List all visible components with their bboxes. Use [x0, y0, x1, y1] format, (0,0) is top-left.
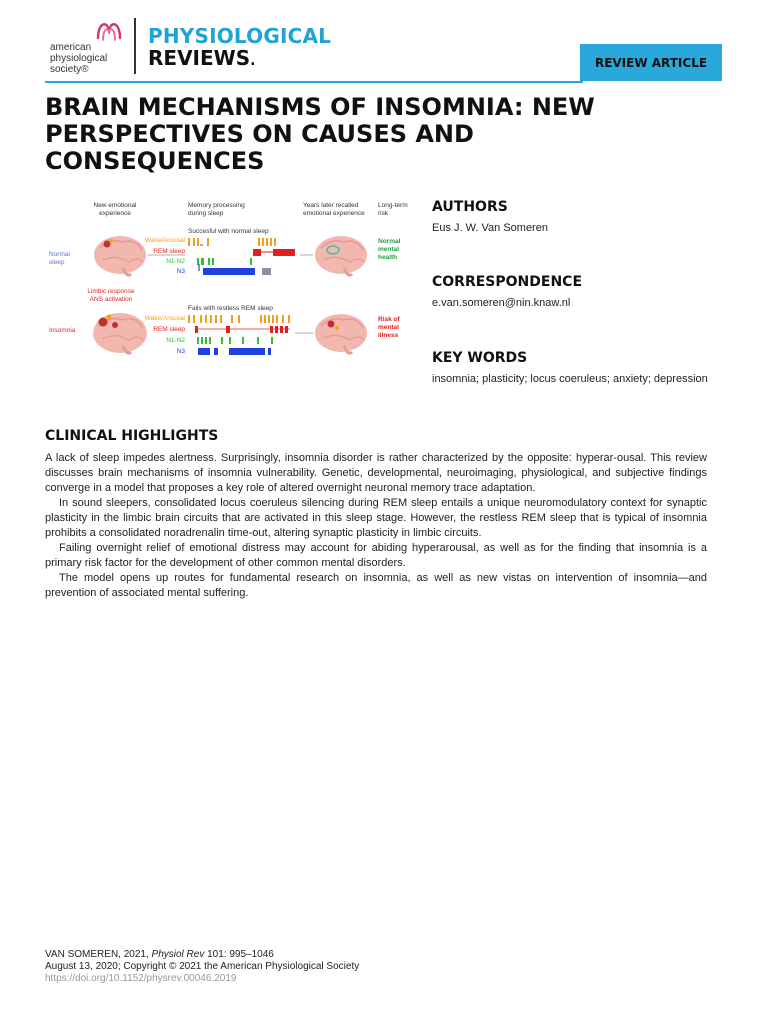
fig-col-years-1: Years later recalled — [303, 202, 359, 209]
correspondence-section — [432, 274, 722, 311]
fig-outcome-risk-3: illness — [378, 332, 399, 339]
brain-icon-top-left — [94, 236, 146, 275]
fig-label-normal-sleep-1: Normal — [49, 251, 70, 258]
fig-outcome-normal-3: health — [378, 254, 398, 261]
keywords-heading: KEY WORDS — [432, 350, 528, 366]
journal-logo — [148, 25, 331, 72]
graphical-abstract — [45, 198, 415, 366]
fig-label-insomnia: Insomnia — [49, 327, 76, 334]
citation-journal: Physiol Rev — [151, 949, 205, 960]
fig-col-longterm-1: Long-term — [378, 202, 408, 209]
fig-limbic-label-1: Limbic response — [87, 288, 135, 295]
journal-name-reviews: REVIEWS — [148, 46, 251, 70]
clinical-highlights-body — [45, 451, 707, 601]
authors-heading: AUTHORS — [432, 199, 508, 215]
fig-col-longterm-2: risk — [378, 210, 389, 217]
header-rule — [45, 81, 583, 83]
journal-name-line1: PHYSIOLOGICAL — [148, 24, 332, 48]
keywords-text: insomnia; plasticity; locus coeruleus; anxiety; depression — [432, 373, 708, 385]
hypnogram-bottom-label-n3: N3 — [176, 348, 185, 355]
fig-col-new-emotional-2: experience — [99, 210, 131, 217]
fig-outcome-normal-2: mental — [378, 246, 399, 253]
clinical-paragraph: A lack of sleep impedes alertness. Surprisingly, insomnia disorder is rather characterized by the opposite: hyperar-ousal. This review discusses brain mechanisms of insomnia vulnerability. Genetic, developmental, neuroimaging, physiological, and subjective findings converge in a model that proposes a key role of altered overnight neuronal memory trace adaptation. — [45, 452, 707, 494]
authors-section — [432, 199, 722, 236]
society-name-line3: society® — [50, 64, 89, 75]
citation-line — [45, 949, 359, 961]
clinical-paragraph: In sound sleepers, consolidated locus coeruleus silencing during REM sleep entails a unique neuromodulatory context for synaptic plasticity in the limbic brain circuits that are activated in this sleep stage. However, the restless REM sleep that is typical of insomnia prohibits a consolidated noradrenalin time-out, altering synaptic plasticity in limbic circuits. — [45, 497, 707, 539]
citation-volume-pages: 101: 995–1046 — [204, 949, 274, 960]
hypnogram-bottom-label-rem: REM sleep — [153, 326, 185, 333]
hypnogram-bottom-label-wake: Wake/Arousal — [144, 315, 185, 322]
correspondence-heading: CORRESPONDENCE — [432, 274, 583, 290]
copyright-line: August 13, 2020; Copyright © 2021 the American Physiological Society — [45, 961, 360, 972]
fig-col-memory-2: during sleep — [188, 210, 224, 217]
fig-col-memory-1: Memory processing — [188, 202, 245, 209]
fig-outcome-risk-1: Risk of — [378, 316, 400, 323]
brain-icon-top-right — [315, 236, 367, 275]
hypnogram-bottom — [188, 315, 290, 355]
clinical-paragraph: Failing overnight relief of emotional distress may account for abiding hyperarousal, as well as for the finding that insomnia is a primary risk factor for the development of other common mental disorders. — [45, 542, 707, 569]
society-name — [50, 42, 130, 75]
journal-name-suffix: . — [250, 53, 256, 69]
citation-author: VAN SOMEREN, 2021, — [45, 949, 152, 960]
brain-icon-bottom-right — [315, 314, 367, 353]
fig-caption-fails: Fails with restless REM sleep — [188, 305, 273, 312]
article-title: BRAIN MECHANISMS OF INSOMNIA: NEW PERSPECTIVES ON CAUSES AND CONSEQUENCES — [45, 93, 595, 175]
hypnogram-top-label-wake: Wake/Arousal — [144, 237, 185, 244]
hypnogram-top-label-n3: N3 — [176, 268, 185, 275]
fig-outcome-risk-2: mental — [378, 324, 399, 331]
journal-name-line2 — [148, 47, 331, 72]
hypnogram-top — [188, 238, 295, 275]
authors-names: Eus J. W. Van Someren — [432, 222, 548, 234]
clinical-highlights-heading: CLINICAL HIGHLIGHTS — [45, 428, 219, 444]
correspondence-email[interactable]: e.van.someren@nin.knaw.nl — [432, 297, 571, 309]
fig-limbic-label-2: ANS activation — [89, 296, 133, 303]
logo-divider — [134, 18, 136, 74]
fig-col-years-2: emotional experience — [303, 210, 365, 217]
society-name-line1: american — [50, 42, 92, 53]
fig-label-normal-sleep-2: sleep — [49, 259, 65, 266]
brain-icon-bottom-left — [93, 313, 147, 353]
graphical-abstract-svg — [45, 198, 415, 366]
doi-link[interactable]: https://doi.org/10.1152/physrev.00046.2019 — [45, 973, 237, 984]
clinical-paragraph: The model opens up routes for fundamental research on insomnia, as well as new vistas on intervention of insomnia—and prevention of associated mental suffering. — [45, 572, 707, 599]
hypnogram-bottom-label-n1n2: N1-N2 — [166, 337, 185, 344]
fig-outcome-normal-1: Normal — [378, 238, 401, 245]
citation-footer — [45, 949, 359, 985]
article-type-badge: REVIEW ARTICLE — [580, 44, 722, 81]
fig-col-new-emotional-1: New emotional — [93, 202, 137, 209]
fig-caption-successful: Succesful with normal sleep — [188, 228, 269, 235]
society-logo — [50, 16, 130, 78]
hypnogram-top-label-n1n2: N1-N2 — [166, 258, 185, 265]
keywords-section — [432, 350, 722, 387]
hypnogram-top-label-rem: REM sleep — [153, 248, 185, 255]
society-name-line2: physiological — [50, 53, 108, 64]
